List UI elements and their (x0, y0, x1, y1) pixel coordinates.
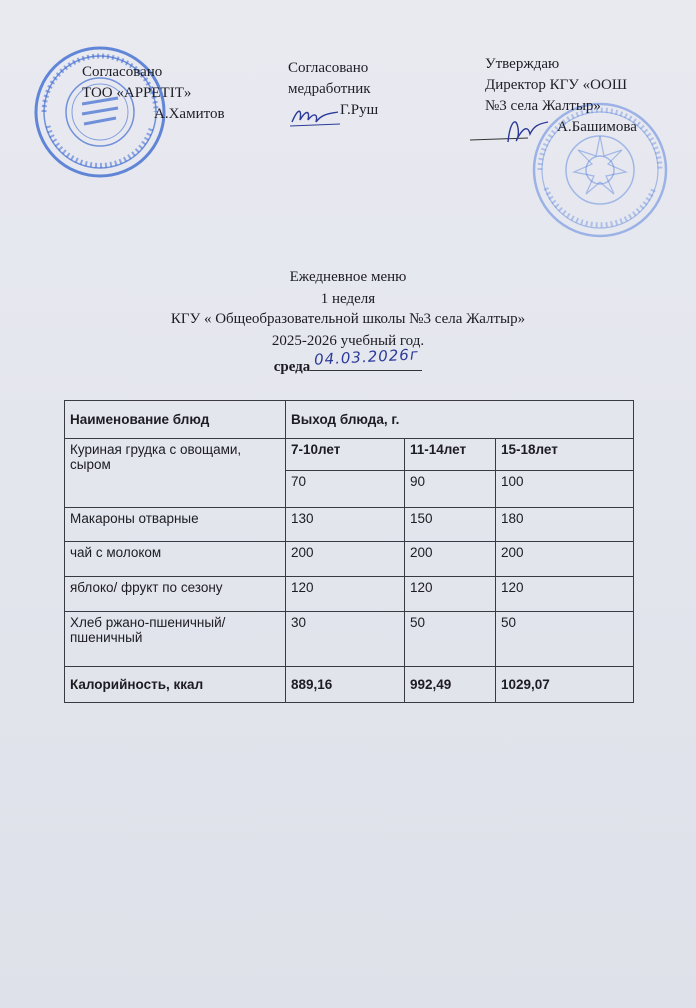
dish-name: Куриная грудка с овощами, сыром (65, 439, 286, 508)
table-row (65, 508, 634, 542)
age-group-cell: 7-10лет (286, 439, 405, 471)
value-cell: 120 (405, 577, 496, 612)
day-line (0, 345, 696, 378)
approval-title: Согласовано (82, 64, 163, 80)
age-group-cell: 11-14лет (405, 439, 496, 471)
director-signature-icon (468, 112, 554, 152)
value-cell: 50 (496, 612, 634, 667)
value-cell: 200 (496, 542, 634, 577)
menu-title: Ежедневное меню (289, 269, 407, 285)
approval-title: Утверждаю (485, 56, 560, 72)
value-cell: 150 (405, 508, 496, 542)
value-cell: 30 (286, 612, 405, 667)
school-name: КГУ « Общеобразовательной школы №3 села Жалтыр» (170, 311, 526, 327)
approval-org: №3 села Жалтыр» (485, 98, 601, 114)
table-row (65, 612, 634, 667)
dish-name: Хлеб ржано-пшеничный/ пшеничный (65, 612, 286, 667)
calories-value: 992,49 (405, 667, 496, 703)
approval-role: Директор КГУ «ООШ (485, 77, 627, 93)
header-dish-name: Наименование блюд (65, 401, 286, 439)
medic-signature-icon (288, 104, 344, 130)
day-label: среда (273, 359, 311, 375)
week-label: 1 неделя (320, 291, 376, 307)
calories-value: 889,16 (286, 667, 405, 703)
calories-row (65, 667, 634, 703)
approval-org: ТОО «APPETIT» (82, 85, 192, 101)
value-cell: 100 (496, 471, 634, 508)
value-cell: 200 (405, 542, 496, 577)
approval-signer: А.Башимова (557, 119, 637, 135)
calories-label: Калорийность, ккал (65, 667, 286, 703)
approval-title: Согласовано (288, 60, 369, 76)
value-cell: 90 (405, 471, 496, 508)
table-header-row (65, 401, 634, 439)
table-row (65, 577, 634, 612)
age-group-cell: 15-18лет (496, 439, 634, 471)
date-field (310, 345, 422, 371)
school-year: 2025-2026 учебный год. (271, 333, 425, 349)
dish-name: Макароны отварные (65, 508, 286, 542)
menu-table (64, 400, 634, 703)
value-cell: 50 (405, 612, 496, 667)
value-cell: 200 (286, 542, 405, 577)
value-cell: 120 (496, 577, 634, 612)
value-cell: 120 (286, 577, 405, 612)
header-yield: Выход блюда, г. (286, 401, 634, 439)
approval-role: медработник (288, 81, 371, 97)
approval-signer: А.Хамитов (154, 106, 225, 122)
value-cell: 180 (496, 508, 634, 542)
handwritten-date: 04.03.2026г (313, 345, 420, 369)
calories-value: 1029,07 (496, 667, 634, 703)
approval-signer: Г.Руш (340, 102, 379, 118)
table-row (65, 439, 634, 471)
dish-name: чай с молоком (65, 542, 286, 577)
approval-block-company (82, 62, 225, 125)
value-cell: 130 (286, 508, 405, 542)
table-row (65, 542, 634, 577)
dish-name: яблоко/ фрукт по сезону (65, 577, 286, 612)
value-cell: 70 (286, 471, 405, 508)
